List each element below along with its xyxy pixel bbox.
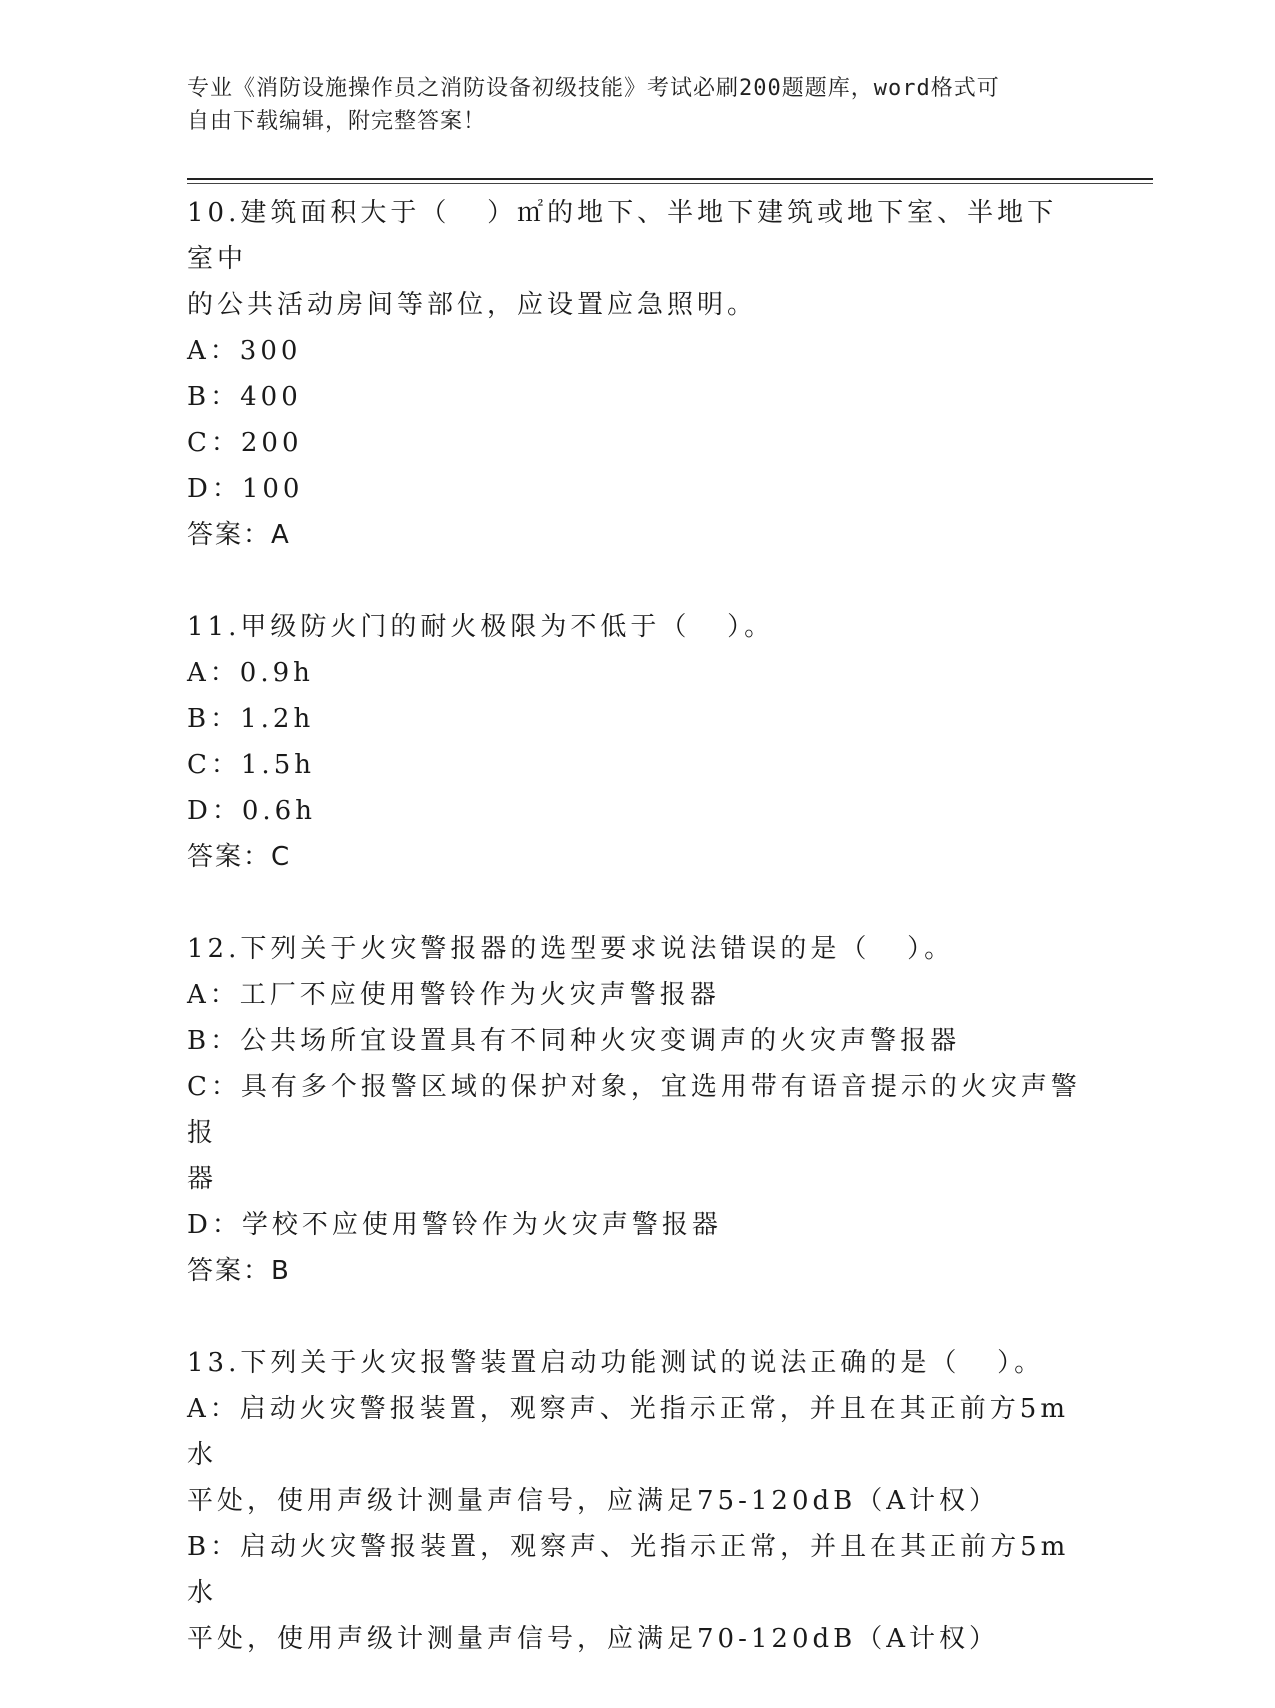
question-stem-continued: 的公共活动房间等部位，应设置应急照明。	[187, 290, 758, 320]
option-b: B：1.2h	[187, 704, 315, 734]
question-12	[187, 926, 1087, 1294]
option-b: B：400	[187, 382, 302, 412]
question-13	[187, 1340, 1087, 1662]
question-stem: 13.下列关于火灾报警装置启动功能测试的说法正确的是（ ）。	[187, 1348, 1045, 1378]
option-c: C：具有多个报警区域的保护对象，宜选用带有语音提示的火灾声警报	[187, 1072, 1081, 1148]
question-list	[187, 190, 1087, 1708]
question-11	[187, 604, 1087, 880]
option-a: A：300	[187, 336, 302, 366]
option-a: A：启动火灾警报装置，观察声、光指示正常，并且在其正前方5m水	[187, 1394, 1069, 1470]
option-b: B：启动火灾警报装置，观察声、光指示正常，并且在其正前方5m水	[187, 1532, 1070, 1608]
option-a: A：0.9h	[187, 658, 314, 688]
header-divider-thick	[187, 178, 1153, 180]
header-line-1: 专业《消防设施操作员之消防设备初级技能》考试必刷200题题库，word格式可	[187, 76, 1000, 101]
answer-line: 答案：A	[187, 520, 291, 550]
answer-line: 答案：B	[187, 1256, 291, 1286]
option-a: A：工厂不应使用警铃作为火灾声警报器	[187, 980, 720, 1010]
header-divider-thin	[187, 183, 1153, 184]
question-stem: 10.建筑面积大于（ ）㎡的地下、半地下建筑或地下室、半地下室中	[187, 198, 1058, 274]
option-b-continued: 平处，使用声级计测量声信号，应满足70-120dB（A计权）	[187, 1624, 1000, 1654]
question-10	[187, 190, 1087, 558]
header-line-2: 自由下载编辑，附完整答案！	[187, 109, 487, 134]
option-c: C：200	[187, 428, 303, 458]
option-d: D：100	[187, 474, 304, 504]
option-d: D：0.6h	[187, 796, 316, 826]
option-c-continued: 器	[187, 1164, 218, 1194]
question-stem: 12.下列关于火灾警报器的选型要求说法错误的是（ ）。	[187, 934, 955, 964]
document-header	[187, 72, 1067, 138]
answer-line: 答案：C	[187, 842, 292, 872]
option-b: B：公共场所宜设置具有不同种火灾变调声的火灾声警报器	[187, 1026, 961, 1056]
option-d: D：学校不应使用警铃作为火灾声警报器	[187, 1210, 722, 1240]
question-stem: 11.甲级防火门的耐火极限为不低于（ ）。	[187, 612, 775, 642]
option-a-continued: 平处，使用声级计测量声信号，应满足75-120dB（A计权）	[187, 1486, 1000, 1516]
option-c: C：1.5h	[187, 750, 315, 780]
